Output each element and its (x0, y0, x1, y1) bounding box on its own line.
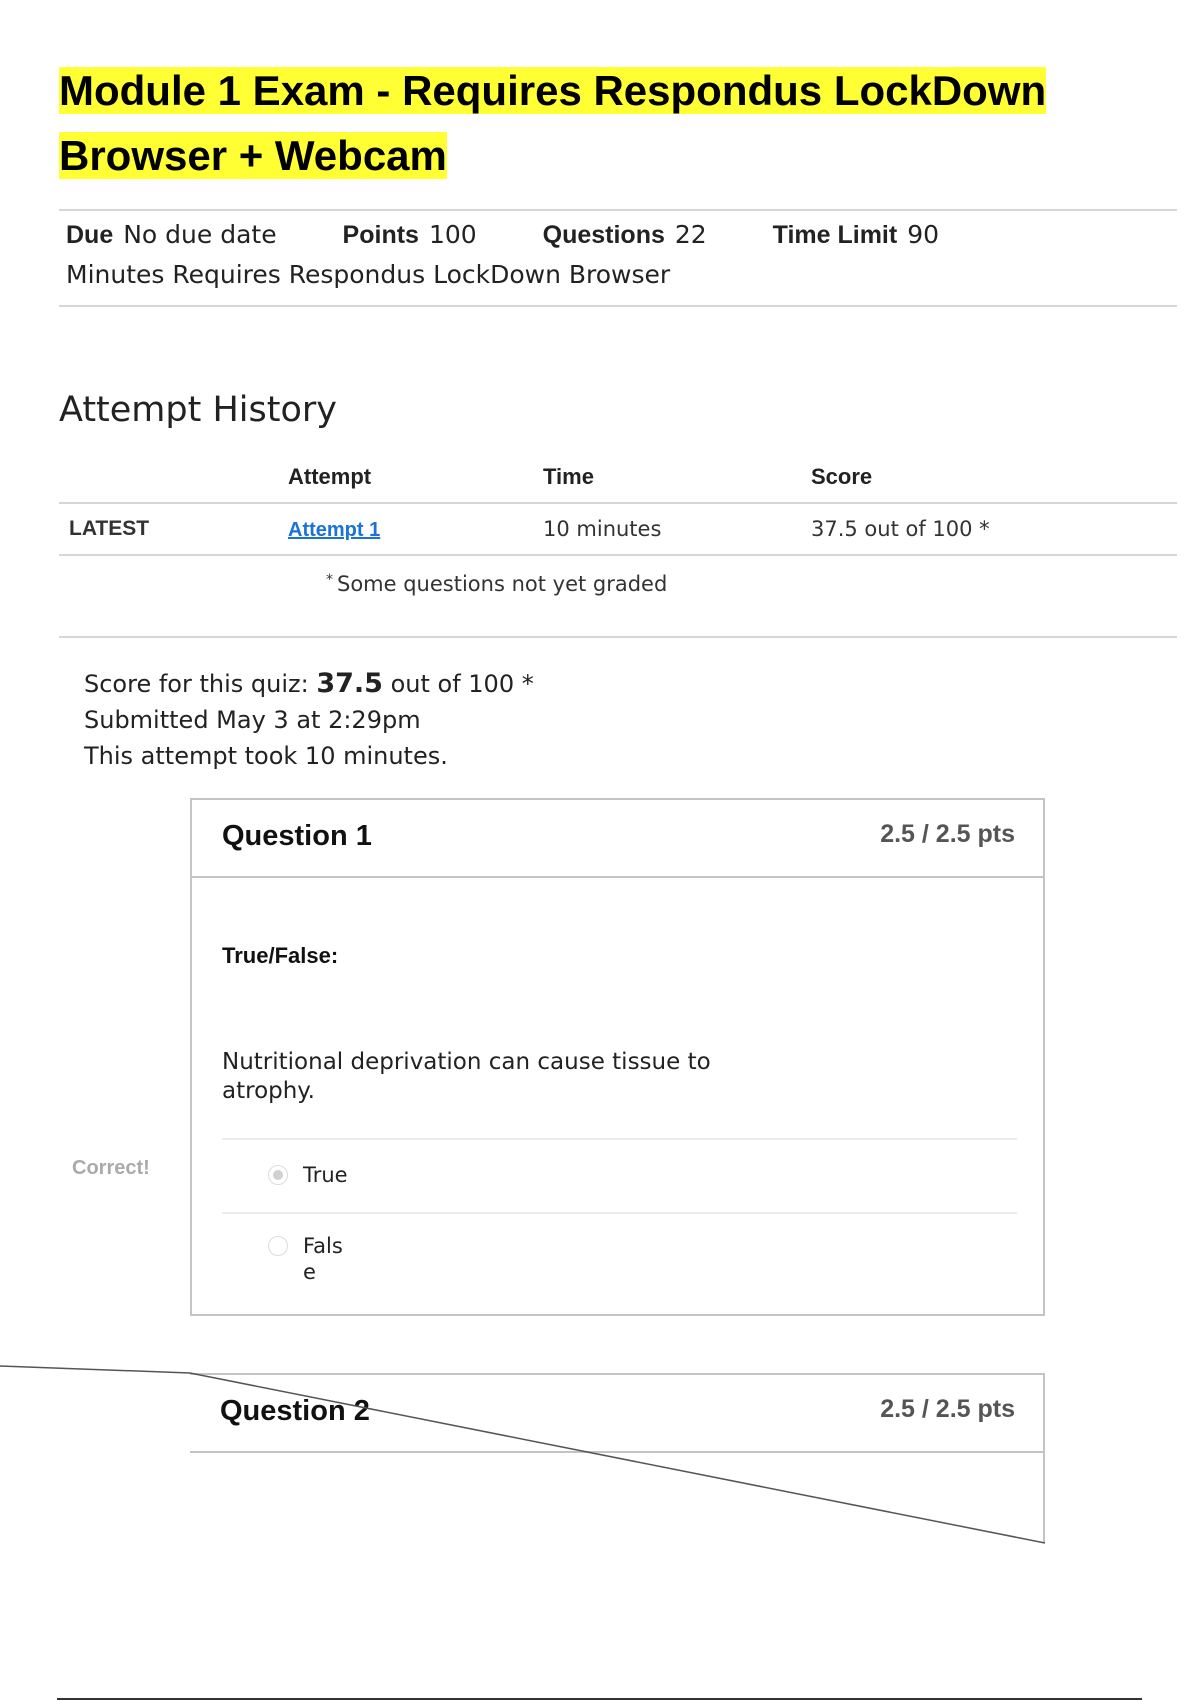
time-limit-label: Time Limit (772, 221, 898, 249)
column-header-score: Score (811, 452, 1177, 503)
duration-line: This attempt took 10 minutes. (84, 742, 448, 770)
correct-feedback-label: Correct! (72, 1157, 150, 1179)
page-title-line-1: Module 1 Exam - Requires Respondus LockDown (59, 67, 1047, 114)
question-title: Question 1 (222, 820, 372, 852)
question-points: 2.5 / 2.5 pts (880, 1395, 1015, 1423)
latest-tag: LATEST (59, 503, 288, 555)
note-asterisk: * (326, 572, 333, 588)
question-points: 2.5 / 2.5 pts (880, 820, 1015, 848)
answer-label: True (303, 1163, 348, 1187)
score-value: 37.5 (316, 668, 383, 699)
points-label: Points (342, 221, 419, 249)
score-suffix: out of 100 * (382, 670, 534, 698)
attempt-time: 10 minutes (543, 503, 811, 555)
question-title: Question 2 (220, 1395, 370, 1427)
due-label: Due (66, 221, 114, 249)
page-title-line-2: Browser + Webcam (59, 132, 447, 179)
points-value: 100 (428, 220, 477, 249)
time-limit-value: 90 (907, 220, 940, 249)
questions-value: 22 (674, 220, 707, 249)
attempt-history-heading: Attempt History (59, 390, 337, 430)
note-text: Some questions not yet graded (337, 572, 668, 596)
attempt-score: 37.5 out of 100 * (811, 503, 1177, 555)
submitted-line: Submitted May 3 at 2:29pm (84, 706, 421, 734)
question-text: Nutritional deprivation can cause tissue to atrophy. (222, 1049, 711, 1104)
attempt-link[interactable]: Attempt 1 (288, 518, 381, 541)
answer-label: False (303, 1234, 343, 1284)
time-limit-rest: Minutes Requires Respondus LockDown Browser (66, 260, 671, 289)
due-value: No due date (123, 220, 277, 249)
question-type-label: True/False: (222, 943, 339, 968)
questions-label: Questions (542, 221, 665, 249)
column-header-time: Time (543, 452, 811, 503)
column-header-attempt: Attempt (288, 452, 543, 503)
score-prefix: Score for this quiz: (84, 670, 317, 698)
